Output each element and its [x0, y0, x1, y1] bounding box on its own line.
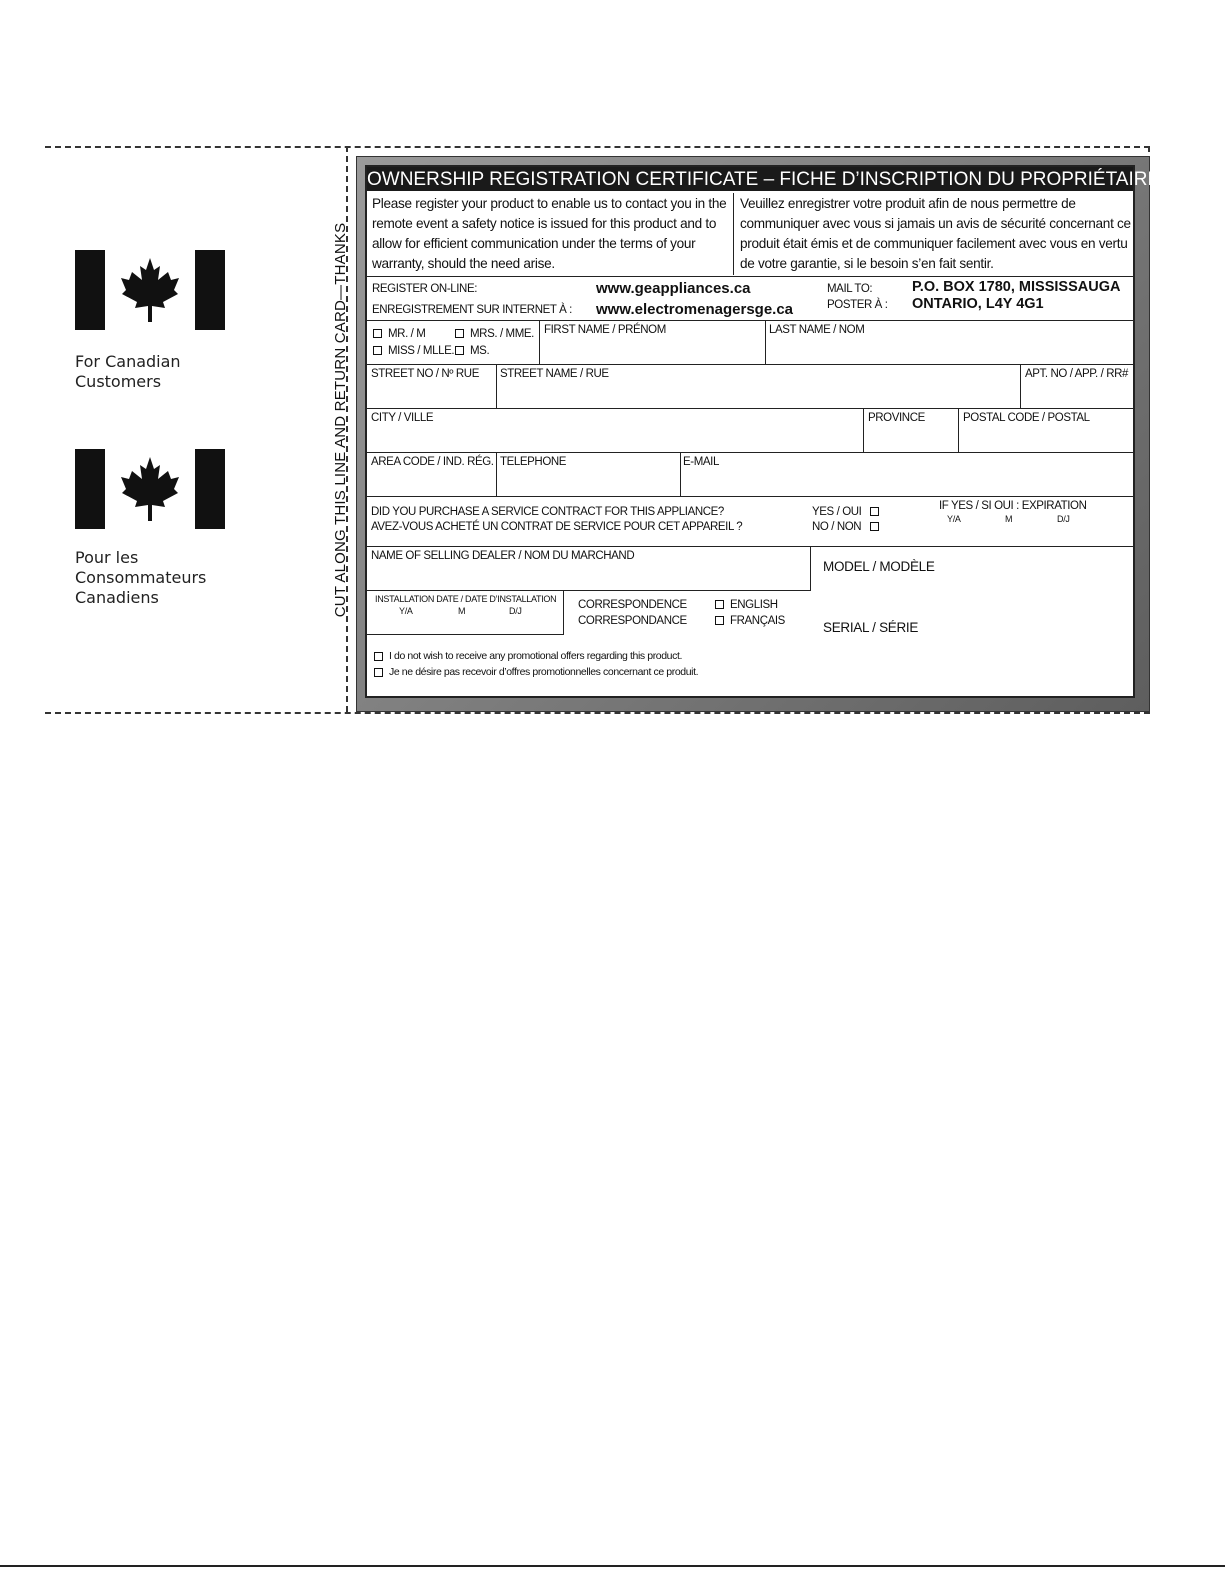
expiration-year[interactable]: Y/A — [947, 514, 961, 524]
optout-fr-label: Je ne désire pas recevoir d’offres promotionnelles concernant ce produit. — [389, 666, 699, 678]
service-no-label: NO / NON — [812, 521, 862, 533]
checkbox-icon — [374, 652, 383, 661]
divider — [563, 590, 564, 634]
title-mr-checkbox[interactable] — [373, 328, 425, 340]
caption-en — [75, 352, 181, 392]
last-name-field[interactable]: LAST NAME / NOM — [769, 324, 865, 336]
divider — [680, 452, 681, 496]
intro-divider — [733, 193, 734, 275]
poster-label: POSTER À : — [827, 299, 888, 311]
first-name-field[interactable]: FIRST NAME / PRÉNOM — [544, 324, 666, 336]
registration-card — [365, 165, 1161, 698]
install-year[interactable]: Y/A — [399, 606, 413, 616]
divider — [496, 364, 497, 408]
postal-code-field[interactable]: POSTAL CODE / POSTAL — [963, 412, 1090, 424]
title-mr-label: MR. / M — [388, 328, 426, 340]
page-bottom-rule — [0, 1565, 1225, 1567]
service-question-fr: AVEZ-VOUS ACHETÉ UN CONTRAT DE SERVICE POUR CET APPAREIL ? — [371, 521, 743, 533]
checkbox-icon — [373, 346, 382, 355]
mail-to-label: MAIL TO: — [827, 283, 873, 295]
register-label-fr: ENREGISTREMENT SUR INTERNET À : — [372, 304, 572, 316]
title-miss-checkbox[interactable] — [373, 345, 454, 357]
apt-no-field[interactable]: APT. NO / APP. / RR# — [1025, 368, 1128, 380]
card-title: OWNERSHIP REGISTRATION CERTIFICATE – FICHE D’INSCRIPTION DU PROPRIÉTAIRE — [367, 169, 1161, 190]
intro-fr: Veuillez enregistrer votre produit afin de nous permettre de communiquer avec vous si jamais un avis de sécurité concernant ce produit était émis et de communiquer facilement avec vous en vertu de votre garantie, si le besoin s’en fait sentir. — [740, 196, 1131, 271]
caption-fr-line: Canadiens — [75, 588, 159, 607]
url-en-link[interactable]: www.geappliances.ca — [596, 280, 751, 297]
address-line: ONTARIO, L4Y 4G1 — [912, 296, 1044, 312]
optout-fr-checkbox[interactable] — [374, 666, 698, 678]
expiration-label: IF YES / SI OUI : EXPIRATION — [939, 500, 1087, 512]
intro-en: Please register your product to enable us to contact you in the remote event a safety notice is issued for this product and to allow for efficient communication under the terms of your warranty, should the need arise. — [372, 196, 727, 271]
area-code-field[interactable]: AREA CODE / IND. RÉG. — [371, 456, 494, 468]
install-date-label: INSTALLATION DATE / DATE D’INSTALLATION — [375, 594, 557, 604]
cut-line-bottom — [45, 712, 1150, 714]
checkbox-icon — [715, 616, 724, 625]
serial-field[interactable]: SERIAL / SÉRIE — [823, 620, 919, 635]
rule — [367, 590, 811, 591]
divider — [810, 546, 811, 590]
province-field[interactable]: PROVINCE — [868, 412, 925, 424]
checkbox-icon — [715, 600, 724, 609]
checkbox-icon — [455, 329, 464, 338]
divider — [863, 408, 864, 452]
title-miss-label: MISS / MLLE. — [388, 345, 455, 357]
model-field[interactable]: MODEL / MODÈLE — [823, 559, 935, 574]
title-mrs-label: MRS. / MME. — [470, 328, 534, 340]
service-no-checkbox[interactable] — [812, 521, 885, 533]
optout-en-checkbox[interactable] — [374, 650, 682, 662]
rule — [367, 408, 1133, 409]
english-label: ENGLISH — [730, 599, 778, 611]
install-day[interactable]: D/J — [509, 606, 522, 616]
checkbox-icon — [870, 507, 879, 516]
canadian-flag-icon — [75, 250, 225, 330]
correspondence-label: CORRESPONDENCE — [578, 599, 687, 611]
divider — [1020, 364, 1021, 408]
service-yes-label: YES / OUI — [812, 506, 862, 518]
street-name-field[interactable]: STREET NAME / RUE — [500, 368, 609, 380]
telephone-field[interactable]: TELEPHONE — [500, 456, 567, 468]
expiration-month[interactable]: M — [1005, 514, 1013, 524]
divider — [496, 452, 497, 496]
address-line: P.O. BOX 1780, MISSISSAUGA — [912, 279, 1121, 295]
rule — [367, 320, 1133, 321]
title-mrs-checkbox[interactable] — [455, 328, 534, 340]
title-ms-checkbox[interactable] — [455, 345, 489, 357]
service-question-en: DID YOU PURCHASE A SERVICE CONTRACT FOR THIS APPLIANCE? — [371, 506, 724, 518]
city-field[interactable]: CITY / VILLE — [371, 412, 434, 424]
correspondance-label: CORRESPONDANCE — [578, 615, 687, 627]
caption-en-line: Customers — [75, 372, 162, 391]
cut-line-top — [45, 146, 1150, 148]
rule — [367, 634, 564, 635]
divider — [958, 408, 959, 452]
checkbox-icon — [374, 668, 383, 677]
francais-checkbox[interactable] — [715, 615, 785, 627]
checkbox-icon — [373, 329, 382, 338]
caption-fr-line: Pour les — [75, 548, 139, 567]
title-ms-label: MS. — [470, 345, 490, 357]
francais-label: FRANÇAIS — [730, 615, 785, 627]
service-yes-checkbox[interactable] — [812, 506, 885, 518]
caption-fr-line: Consommateurs — [75, 568, 207, 587]
canadian-flag-icon — [75, 449, 225, 529]
rule — [367, 276, 1133, 277]
caption-en-line: For Canadian — [75, 352, 181, 371]
rule — [367, 496, 1133, 497]
divider — [539, 320, 540, 364]
email-field[interactable]: E-MAIL — [683, 456, 719, 468]
checkbox-icon — [870, 522, 879, 531]
checkbox-icon — [455, 346, 464, 355]
rule — [367, 364, 1133, 365]
dealer-field[interactable]: NAME OF SELLING DEALER / NOM DU MARCHAND — [371, 550, 635, 562]
english-checkbox[interactable] — [715, 599, 778, 611]
cut-instruction: CUT ALONG THIS LINE AND RETURN CARD—THANKS — [332, 222, 349, 618]
divider — [765, 320, 766, 364]
street-no-field[interactable]: STREET NO / Nº RUE — [371, 368, 479, 380]
caption-fr — [75, 548, 206, 608]
register-label: REGISTER ON-LINE: — [372, 283, 478, 295]
optout-en-label: I do not wish to receive any promotional offers regarding this product. — [389, 650, 682, 662]
url-fr-link[interactable]: www.electromenagersge.ca — [596, 301, 794, 318]
install-month[interactable]: M — [458, 606, 466, 616]
expiration-day[interactable]: D/J — [1057, 514, 1070, 524]
rule — [367, 546, 1133, 547]
rule — [367, 452, 1133, 453]
